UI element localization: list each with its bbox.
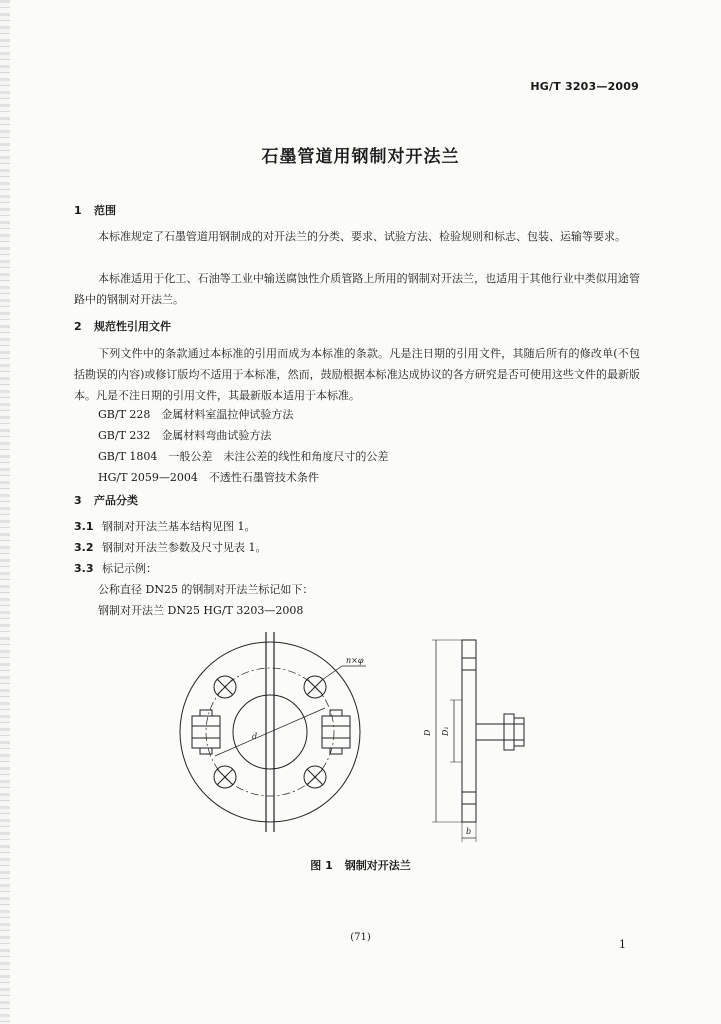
clamp-bolt-right	[322, 710, 350, 754]
clamp-bolt-left	[192, 710, 220, 754]
dimension-line	[215, 708, 325, 756]
section-1-paragraph-2: 本标准适用于化工、石油等工业中输送腐蚀性介质管路上所用的钢制对开法兰，也适用于其他行业中类似用途管路中的钢制对开法兰。	[74, 272, 640, 306]
subclause-text: 钢制对开法兰基本结构见图 1。	[102, 520, 256, 533]
document-title: 石墨管道用钢制对开法兰	[261, 147, 460, 167]
section-title: 规范性引用文件	[94, 320, 171, 333]
figure-caption	[0, 857, 721, 873]
subclause-number: 3.1	[74, 520, 94, 533]
subclause-text: 标记示例：	[102, 562, 157, 575]
reference-name: 金属材料室温拉伸试验方法	[161, 408, 294, 421]
reference-name: 金属材料弯曲试验方法	[161, 429, 272, 442]
section-number: 1	[74, 204, 82, 217]
thickness-label: b	[466, 827, 472, 836]
section-number: 2	[74, 320, 82, 333]
bolt-hole-label: n×φ	[346, 656, 364, 665]
reference-item	[98, 406, 293, 422]
flange-drawing	[170, 628, 550, 850]
figure-number: 图 1	[310, 859, 333, 872]
standard-code: HG/T 3203—2009	[530, 80, 639, 93]
reference-name: 一般公差 未注公差的线性和角度尺寸的公差	[168, 450, 389, 463]
subclause-3-2	[74, 539, 267, 555]
folio: (71)	[350, 932, 371, 943]
reference-code: GB/T 1804	[98, 450, 158, 463]
section-1-paragraph-1: 本标准规定了石墨管道用钢制成的对开法兰的分类、要求、试验方法、检验规则和标志、包装、运输等要求。	[98, 230, 626, 243]
section-1-heading	[74, 202, 116, 218]
subclause-3-3	[74, 560, 157, 576]
subclause-text: 钢制对开法兰参数及尺寸见表 1。	[102, 541, 267, 554]
subclause-number: 3.2	[74, 541, 94, 554]
reference-code: GB/T 232	[98, 429, 151, 442]
d1-label: D₁	[441, 726, 450, 736]
reference-code: HG/T 2059—2004	[98, 471, 198, 484]
reference-code: GB/T 228	[98, 408, 151, 421]
figure-title: 钢制对开法兰	[344, 859, 411, 872]
diameter-label: d	[252, 732, 258, 741]
reference-item	[98, 448, 388, 464]
section-3-heading	[74, 492, 138, 508]
section-number: 3	[74, 494, 82, 507]
section-title: 产品分类	[94, 494, 138, 507]
flange-side-view	[462, 640, 524, 822]
marking-example-line-1: 公称直径 DN25 的钢制对开法兰标记如下：	[98, 583, 314, 596]
reference-name: 不透性石墨管技术条件	[208, 471, 319, 484]
leader-line	[322, 666, 366, 680]
section-2-heading	[74, 318, 171, 334]
reference-item	[98, 469, 319, 485]
reference-item	[98, 427, 271, 443]
outer-diameter-label: D	[423, 729, 432, 736]
subclause-3-1	[74, 518, 256, 534]
section-2-paragraph-1: 下列文件中的条款通过本标准的引用而成为本标准的条款。凡是注日期的引用文件，其随后所有的修改单(不包括勘误的内容)或修订版均不适用于本标准，然而，鼓励根据本标准达成协议的各方研究是否可使用这些文件的最新版本。凡是不注日期的引用文件，其最新版本适用于本标准。	[74, 347, 640, 402]
page-number: 1	[619, 938, 626, 951]
marking-example-line-2: 钢制对开法兰 DN25 HG/T 3203—2008	[98, 604, 304, 617]
subclause-number: 3.3	[74, 562, 94, 575]
section-title: 范围	[94, 204, 116, 217]
